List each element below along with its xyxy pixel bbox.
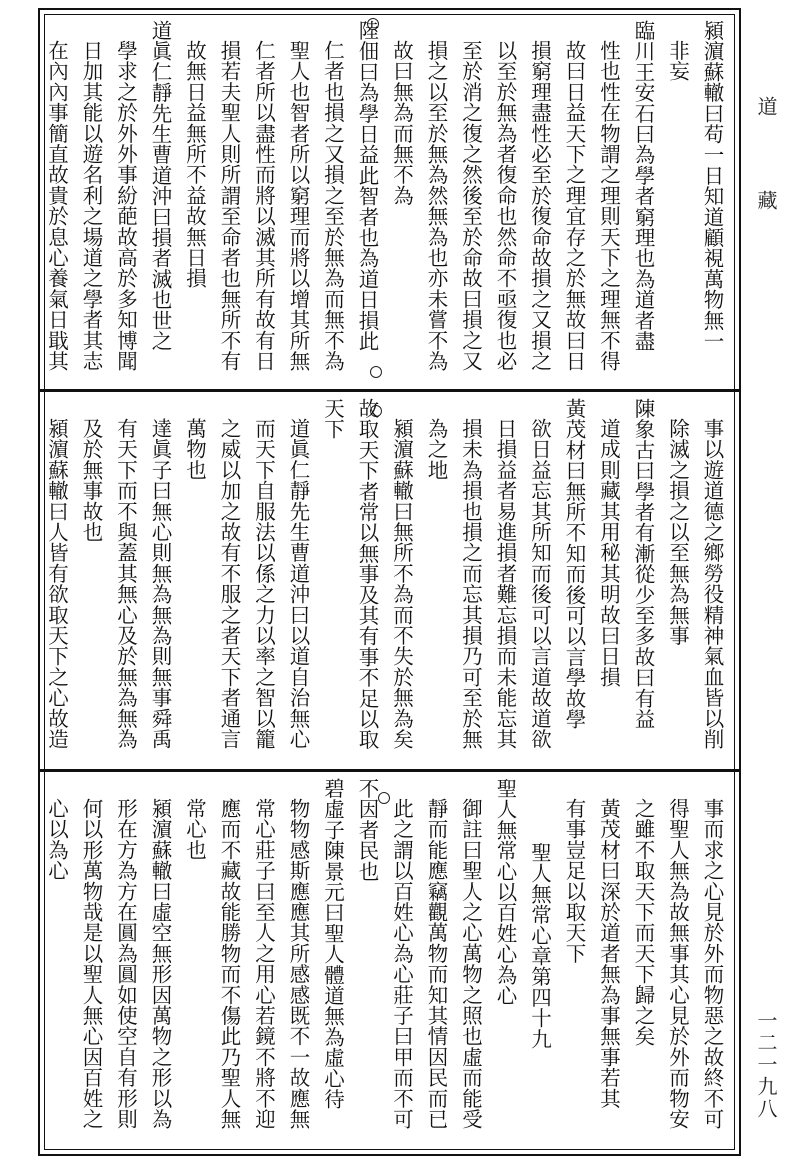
text-column: 欲日益忘其所知而後可以言道故道欲 <box>527 418 552 750</box>
text-column: 日損益者易進損者難忘損而未能忘其 <box>493 418 517 750</box>
text-column: 道眞仁靜先生曹道沖曰以道自治無心 <box>286 418 310 750</box>
page-number: 一二一九八 <box>754 1010 778 1120</box>
text-column: 天下 <box>320 398 345 440</box>
text-band-bottom <box>44 772 735 1150</box>
text-column: 日加其能以遊名利之場道之學者其志 <box>79 40 103 372</box>
text-column: 學求之於外外事紛葩故高於多知博聞 <box>113 40 138 372</box>
text-column: 御註曰聖人之心萬物之照也虛而能受 <box>458 798 483 1130</box>
text-column: 損之以至於無為然無為也亦未嘗不為 <box>424 40 448 372</box>
text-column: 事以遊道德之鄉勞役精神氣血皆以削 <box>700 418 724 750</box>
text-column: 有事豈足以取天下 <box>562 798 586 964</box>
text-column: 聖人無常心以百姓心為心 <box>493 778 517 1006</box>
text-column: 得聖人無為故無事其心見於外而物安 <box>665 798 690 1130</box>
collection-label: 藏 <box>754 190 778 210</box>
text-column: 為之地 <box>424 418 448 481</box>
text-column: 故曰日益天下之理宜存之於無故曰日 <box>562 40 586 372</box>
text-column: 黃茂材曰深於道者無為事無事若其 <box>596 798 621 1109</box>
text-column: 達眞子曰無心則無為無為則無事舜禹 <box>148 418 172 750</box>
text-column: 故曰無為而無不為 <box>389 40 414 206</box>
text-column: 潁濵蘇轍曰人皆有欲取天下之心故造 <box>44 418 69 750</box>
text-column: 至於消之復之然後至於命故曰損之又 <box>458 40 483 372</box>
text-column: 形在方為方在圓為圓如使空自有形則 <box>113 798 138 1130</box>
text-column: 非妄 <box>665 40 690 82</box>
text-column: 損若夫聖人則所謂至命者也無所不有 <box>217 40 241 372</box>
text-column: 潁濵蘇轍曰虛空無形因萬物之形以為 <box>148 798 172 1130</box>
text-column: 潁濵蘇轍曰苟一日知道顧視萬物無一 <box>700 20 724 352</box>
text-column: 性也性在物謂之理則天下之理無不得 <box>596 40 621 372</box>
text-column: 常心也 <box>182 798 207 861</box>
text-column: 聖人也智者所以窮理而將以增其所無 <box>286 40 310 372</box>
text-column: 碧虛子陳景元曰聖人體道無為虛心待 <box>320 778 345 1110</box>
column-group <box>39 20 729 384</box>
text-column: 故無日益無所不益故無日損 <box>182 40 207 289</box>
text-column: 心以為心 <box>44 798 69 881</box>
text-column: 除滅之損之以至無為無事 <box>665 418 690 646</box>
column-group <box>39 398 729 764</box>
text-column: 損窮理盡性必至於復命故損之又損之 <box>527 40 552 372</box>
text-column: 黃茂材曰無所不知而後可以言學故學 <box>562 398 586 730</box>
chapter-heading: 聖人無常心章第四十九 <box>527 842 552 1049</box>
text-column: 此之謂以百姓心為心莊子曰甲而不可 <box>389 798 414 1130</box>
text-column: 不因者民也 <box>355 778 379 882</box>
text-column: 之雖不取天下而天下歸之矣 <box>631 798 655 1047</box>
text-column: 陳象古曰學者有漸從少至多故曰有益 <box>631 398 655 730</box>
column-group <box>39 778 729 1144</box>
text-column: 之威以加之故有不服之者天下者通言 <box>217 418 241 750</box>
collection-label: 道 <box>754 96 778 116</box>
text-column: 常心莊子曰至人之用心若鏡不將不迎 <box>251 798 276 1130</box>
text-column: 事而求之心見於外而物惡之故終不可 <box>700 798 724 1130</box>
text-column: 何以形萬物哉是以聖人無心因百姓之 <box>79 798 103 1130</box>
text-band-top <box>44 14 735 390</box>
text-column: 陸佃曰為學日益此智者也為道日損此 <box>355 20 379 352</box>
text-column: 道眞仁靜先生曹道沖曰損者滅也世之 <box>148 20 172 352</box>
text-column: 在內內事簡直故貴於息心養氣日戢其 <box>44 40 69 372</box>
text-column: 靜而能應竊觀萬物而知其情因民而已 <box>424 798 448 1130</box>
text-column: 萬物也 <box>182 418 207 481</box>
text-column: 臨川王安石曰為學者窮理也為道者盡 <box>631 20 655 352</box>
text-column: 潁濵蘇轍曰無所不為而不失於無為矣 <box>389 418 414 750</box>
text-column: 損未為損也損之而忘其損乃可至於無 <box>458 418 483 750</box>
text-column: 仁者也損之又損之至於無為而無不為 <box>320 40 345 372</box>
text-column: 故取天下者常以無事及其有事不足以取 <box>355 398 379 750</box>
text-column: 道成則藏其用秘其明故曰日損 <box>596 418 621 688</box>
text-band-middle <box>44 392 735 770</box>
text-column: 仁者所以盡性而將以滅其所有故有日 <box>251 40 276 372</box>
text-column: 物物感斯應應其所感感既不一故應無 <box>286 798 310 1130</box>
text-column: 應而不藏故能勝物而不傷此乃聖人無 <box>217 798 241 1130</box>
text-column: 以至於無為者復命也然命不亟復也必 <box>493 40 517 372</box>
text-column: 及於無事故也 <box>79 418 103 543</box>
text-column: 有天下而不與蓋其無心及於無為無為 <box>113 418 138 750</box>
text-column: 而天下自服法以係之力以率之智以籠 <box>251 418 276 750</box>
